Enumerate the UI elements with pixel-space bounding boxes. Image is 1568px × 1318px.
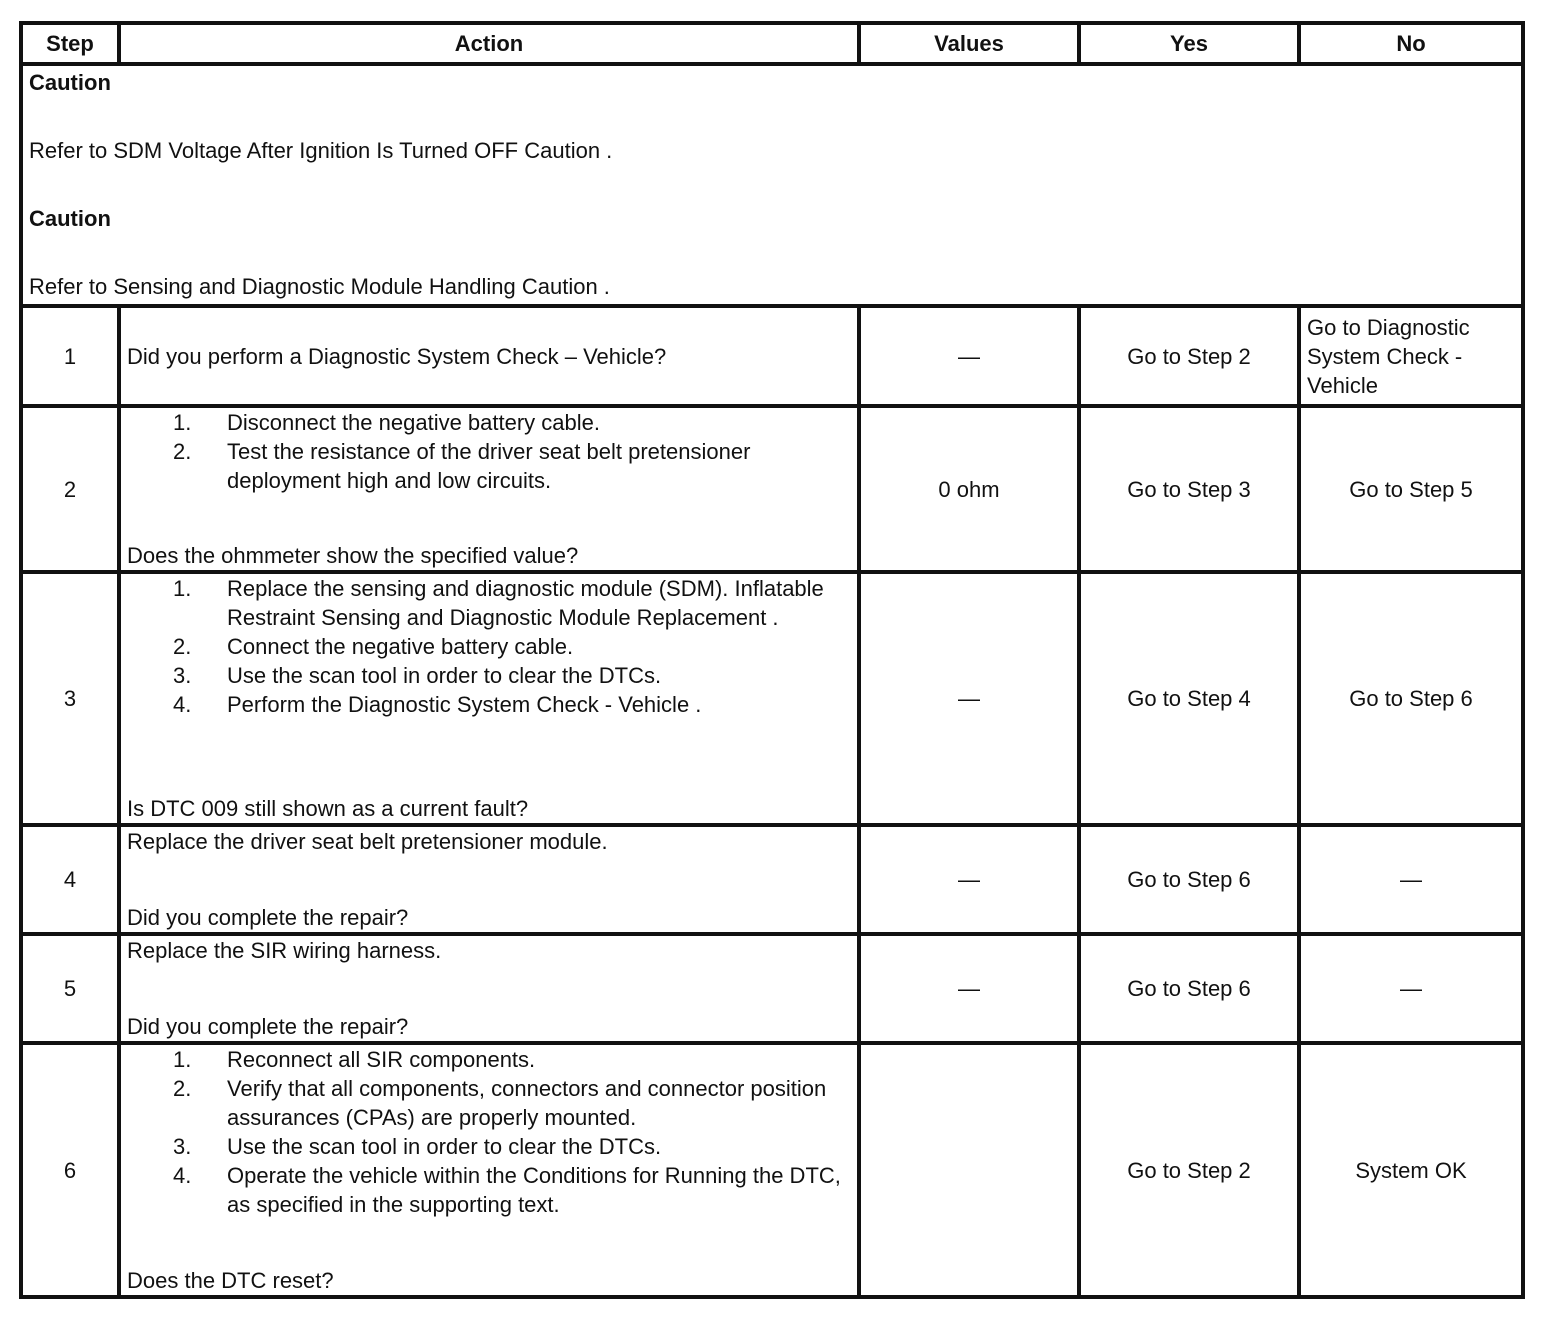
header-values: Values — [859, 23, 1079, 64]
action-cell — [119, 1043, 859, 1297]
list-item: 3. Use the scan tool in order to clear the DTCs. — [173, 663, 662, 688]
step-number: 4 — [21, 825, 119, 934]
header-action: Action — [119, 23, 859, 64]
list-item: 2. Test the resistance of the driver seat belt pretensioner deployment high and low circuits. — [173, 439, 751, 493]
yes-cell: Go to Step 2 — [1079, 1043, 1299, 1297]
value-cell: — — [859, 572, 1079, 825]
yes-cell: Go to Step 4 — [1079, 572, 1299, 825]
action-cell — [119, 934, 859, 1043]
action-steps — [127, 574, 851, 719]
action-question: Does the DTC reset? — [127, 1268, 334, 1293]
header-yes: Yes — [1079, 23, 1299, 64]
caution-title: Caution — [29, 70, 111, 95]
no-cell: — — [1299, 825, 1523, 934]
table-row — [21, 825, 1523, 934]
action-cell — [119, 825, 859, 934]
caution-text: Refer to Sensing and Diagnostic Module Handling Caution . — [29, 274, 610, 299]
no-cell: Go to Diagnostic System Check - Vehicle — [1299, 306, 1523, 406]
step-number: 1 — [21, 306, 119, 406]
yes-cell: Go to Step 3 — [1079, 406, 1299, 572]
value-cell: 0 ohm — [859, 406, 1079, 572]
action-text: Replace the driver seat belt pretensioner module. — [127, 829, 608, 854]
step-number: 3 — [21, 572, 119, 825]
action-cell — [119, 406, 859, 572]
action-question: Is DTC 009 still shown as a current fault? — [127, 796, 529, 821]
list-item: 3. Use the scan tool in order to clear the DTCs. — [173, 1134, 662, 1159]
list-item: 1. Disconnect the negative battery cable. — [173, 410, 601, 435]
list-item: 1. Replace the sensing and diagnostic module (SDM). Inflatable Restraint Sensing and Diagnostic Module Replacement . — [173, 576, 824, 630]
list-item: 2. Connect the negative battery cable. — [173, 634, 574, 659]
header-row — [21, 23, 1523, 64]
table-row — [21, 306, 1523, 406]
action-steps — [127, 1045, 851, 1219]
no-cell: Go to Step 5 — [1299, 406, 1523, 572]
value-cell: — — [859, 825, 1079, 934]
no-cell: System OK — [1299, 1043, 1523, 1297]
value-cell — [859, 1043, 1079, 1297]
action-question: Did you complete the repair? — [127, 905, 409, 930]
list-item: 1. Reconnect all SIR components. — [173, 1047, 536, 1072]
step-number: 5 — [21, 934, 119, 1043]
caution-text: Refer to SDM Voltage After Ignition Is Turned OFF Caution . — [29, 138, 613, 163]
header-no: No — [1299, 23, 1523, 64]
yes-cell: Go to Step 6 — [1079, 825, 1299, 934]
table-row — [21, 1043, 1523, 1297]
table-row — [21, 934, 1523, 1043]
table-row — [21, 572, 1523, 825]
action-steps — [127, 408, 851, 495]
value-cell: — — [859, 934, 1079, 1043]
table-row — [21, 406, 1523, 572]
caution-row — [21, 64, 1523, 306]
list-item: 2. Verify that all components, connectors and connector position assurances (CPAs) are properly mounted. — [173, 1076, 827, 1130]
list-item: 4. Perform the Diagnostic System Check - Vehicle . — [173, 692, 702, 717]
action-question: Did you complete the repair? — [127, 1014, 409, 1039]
step-number: 2 — [21, 406, 119, 572]
caution-title: Caution — [29, 206, 111, 231]
yes-cell: Go to Step 2 — [1079, 306, 1299, 406]
action-cell — [119, 572, 859, 825]
no-cell: — — [1299, 934, 1523, 1043]
action-question: Does the ohmmeter show the specified value? — [127, 543, 579, 568]
list-item: 4. Operate the vehicle within the Conditions for Running the DTC, as specified in the supporting text. — [173, 1163, 841, 1217]
no-cell: Go to Step 6 — [1299, 572, 1523, 825]
caution-notes — [21, 64, 1523, 306]
step-number: 6 — [21, 1043, 119, 1297]
yes-cell: Go to Step 6 — [1079, 934, 1299, 1043]
action-text: Replace the SIR wiring harness. — [127, 938, 442, 963]
value-cell: — — [859, 306, 1079, 406]
header-step: Step — [21, 23, 119, 64]
diagnostic-table — [19, 21, 1525, 1299]
action-cell: Did you perform a Diagnostic System Check – Vehicle? — [119, 306, 859, 406]
